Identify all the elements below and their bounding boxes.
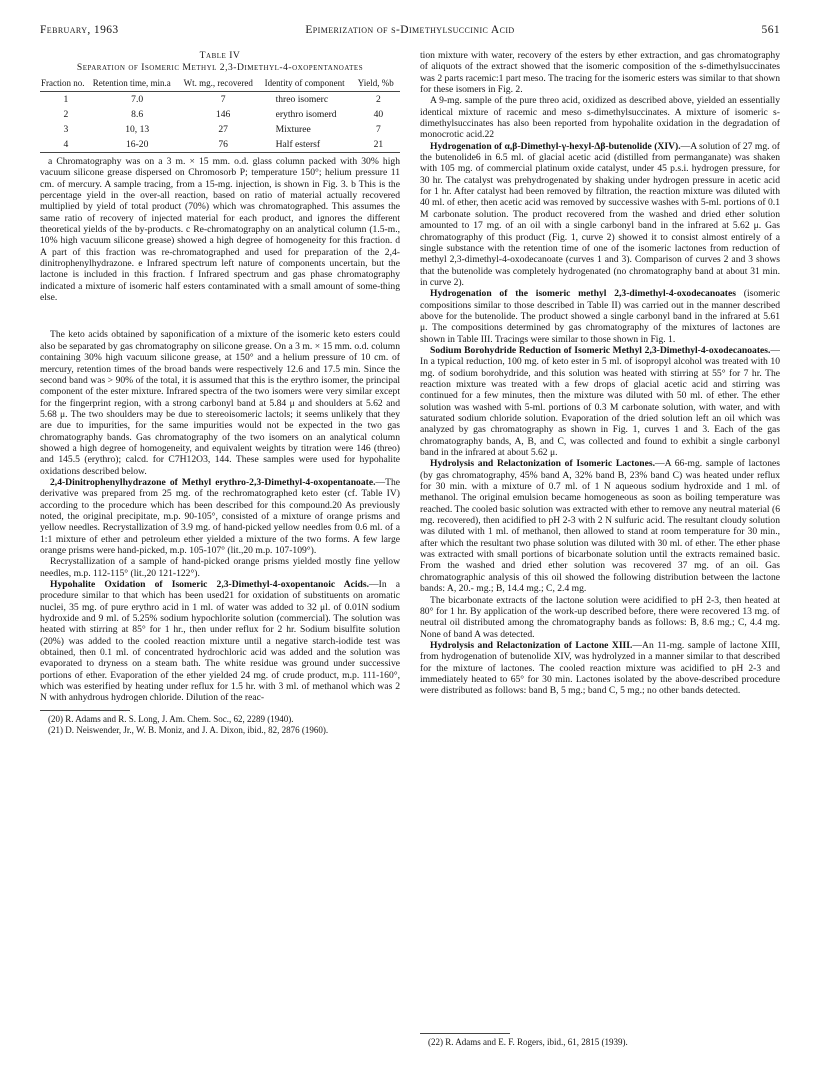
table-cell: 4 xyxy=(40,137,92,153)
table-cell: 7 xyxy=(375,124,381,135)
table-cell: 2 xyxy=(63,109,69,120)
table-cell: 7.0 xyxy=(131,94,144,105)
table-cell: threo isomerc xyxy=(275,94,329,105)
table-cell: 8.6 xyxy=(131,109,144,120)
body-paragraph: A 9-mg. sample of the pure threo acid, oxidized as described above, yielded an essentially identical mixture of racemic and meso s-dimethylsuccinates. A mixture of isomeric s-dimethylsuccinates has also been reported from hypohalite oxidation in the degradation of monocrotic acid.22 xyxy=(420,95,780,141)
table-row xyxy=(40,107,400,122)
right-footnote-block xyxy=(420,1027,780,1048)
table-cell: 3 xyxy=(63,124,69,135)
body-paragraph: Hydrolysis and Relactonization of Isomeric Lactones.—A 66-mg. sample of lactones (by gas chromatography, 45% band A, 32% band B, 23% band C) was heated under reflux for 30 min. with a mixture of 0.7 ml. of 1 N aqueous sodium hydroxide and 1 ml. of methanol. The original emulsion became homogeneous as soon as boiling temperature was reached. The cooled basic solution was extracted with ether to remove any neutral material (6 mg. recovered), then acidified to pH 2-3 with 2 N sulfuric acid. The resultant cloudy solution was diluted with 1 ml. of methanol, then allowed to stand at room temperature for 30 min., after which the resultant two phase solution was diluted with 30 ml. of ether. The ether phase was extracted with small portions of bicarbonate solution until the extracts remained basic. From the washed and dried ether solution was recovered 37 mg. of an oil. Gas chromatographic analysis of this oil showed the following distribution between the lactone bands: A, 20.- mg.; B, 14.4 mg.; C, 2.4 mg. xyxy=(420,458,780,595)
footnote: (22) R. Adams and E. F. Rogers, ibid., 61, 2815 (1939). xyxy=(428,1037,628,1048)
table-cell: 40 xyxy=(373,109,384,120)
table-cell: erythro isomerd xyxy=(275,109,337,120)
body-paragraph: Hypohalite Oxidation of Isomeric 2,3-Dimethyl-4-oxopentanoic Acids.—In a procedure similar to that which has been used21 for oxidation of substituents on aromatic nuclei, 35 mg. of pure erythro acid in 1 ml. of water was added to 32 μl. of 0.01N sodium hydroxide and 9 ml. of 5.25% sodium hypochlorite solution (commercial). The solution was heated with stirring at 85° for 1 hr., then under reflux for 2 hr. Sodium bisulfite solution (20%) was added to the cooled reaction mixture until a negative starch-iodide test was obtained, then 0.1 ml. of concentrated hydrochloric acid was added and the solution was evaporated to dryness on a steam bath. The white residue was ground under successive portions of ether. Evaporation of the ether yielded 24 mg. of crude product, m.p. 111-160°, which was esterified by heating under reflux for 1.5 hr. with 3 ml. of methanol which was 2 N with anhydrous hydrogen chloride. Dilution of the reac- xyxy=(40,579,400,704)
body-paragraph: Hydrolysis and Relactonization of Lactone XIII.—An 11-mg. sample of lactone XIII, from hydrogenation of butenolide XIV, was hydrolyzed in a manner similar to that described for the mixture of lactones. The cooled reaction mixture was acidified to pH 2-3 and immediately heated to 65° for 30 min. Lactones isolated by the above-described procedure were distributed as follows: band B, 5 mg.; band C, 5 mg.; no other bands detected. xyxy=(420,639,780,697)
section-heading: Sodium Borohydride Reduction of Isomeric Methyl 2,3-Dimethyl-4-oxodecanoates. xyxy=(430,344,771,356)
footnotes xyxy=(420,1037,780,1048)
body-paragraph: tion mixture with water, recovery of the esters by ether extraction, and gas chromatography of aliquots of the extract showed that the isomeric composition of the s-dimethylsuccinates was 2 parts racemic:1 part meso. The tracing for the isomeric esters was similar to that shown for these isomers in Fig. 2. xyxy=(420,50,780,96)
table-header-cell: Wt. mg., recovered xyxy=(183,78,264,92)
table-caption xyxy=(40,50,400,74)
section-heading: 2,4-Dinitrophenylhydrazone of Methyl erythro-2,3-Dimethyl-4-oxopentanoate. xyxy=(50,476,376,488)
table-row xyxy=(40,122,400,137)
table-cell: 146 xyxy=(215,109,231,120)
table-cell: 21 xyxy=(357,137,400,153)
body-paragraph: The keto acids obtained by saponification of a mixture of the isomeric keto esters could also be separated by gas chromatography on silicone grease. On a 3 m. × 15 mm. o.d. column containing 30% high vacuum silicone grease, at 150° and a helium pressure of 10 cm. of mercury, retention times of the broad bands were respectively 12.6 and 17.5 min. Since the second band was > 90% of the total, it is assumed that this is the erythro isomer, the principal component of the ester mixture. Infrared spectra of the two isomers were very similar except for the fingerprint region, with a strong carbonyl band at 5.84 μ and shoulders at 5.62 and 5.68 μ. The two shoulders may be due to stereoisomeric lactols; it seems unlikely that they are due to impurities, for the same impurities would not be expected in the two gas chromatography bands. Gas chromatography of the two isomers on an analytical column showed a high degree of homogeneity, and equivalent weights by titration were 146 (threo) and 145.5 (erythro); calcd. for C7H12O3, 144. These samples were used for hypohalite oxidations described below. xyxy=(40,329,400,477)
body-paragraph: Hydrogenation of α,β-Dimethyl-γ-hexyl-Δβ-butenolide (XIV).—A solution of 27 mg. of the butenolide6 in 6.5 ml. of glacial acetic acid (distilled from permanganate) was shaken with 105 mg. of commercial platinum oxide catalyst, under 45 p.s.i. hydrogen pressure, for 30 hr. The catalyst was prehydrogenated by shaking under hydrogen pressure in acetic acid for 1 hr. After catalyst had been removed by filtration, the reaction mixture was diluted with 40 ml. of ether, then acetic acid was removed by successive washes with 5-ml. portions of 0.1 M carbonate solution. The product recovered from the washed and dried ether solution amounted to 17 mg. of an oil with a single carbonyl band in the infrared at 5.62 μ. Gas chromatography of this product (Fig. 1, curve 2) showed it to consist almost entirely of a single substance with the retention time of one of the isomeric lactones from reduction of methyl 2,3-dimethyl-4-oxodecanoate (curves 1 and 3). Comparison of curves 2 and 3 shows that the butenolide was completely hydrogenated (no chromatography band at about 31 min. in curve 2). xyxy=(420,140,780,288)
table-cell: 7 xyxy=(220,94,226,105)
body-paragraph: Recrystallization of a sample of hand-picked orange prisms yielded mostly fine yellow needles, m.p. 112-115° (lit.,20 121-122°). xyxy=(40,556,400,579)
table-header-cell: Identity of component xyxy=(264,78,357,92)
right-column xyxy=(420,50,780,1050)
table-cell: 76 xyxy=(183,137,264,153)
table-row xyxy=(40,137,400,153)
section-heading: Hypohalite Oxidation of Isomeric 2,3-Dimethyl-4-oxopentanoic Acids. xyxy=(50,579,370,591)
running-title: Epimerization of s-Dimethylsuccinic Acid xyxy=(305,24,515,36)
section-heading: Hydrolysis and Relactonization of Lactone XIII. xyxy=(430,639,633,651)
table-cell: 16-20 xyxy=(92,137,183,153)
body-paragraph: Hydrogenation of the isomeric methyl 2,3-dimethyl-4-oxodecanoates (isomeric compositions similar to those described in Table II) was carried out in the manner described above for the butenolide. The product showed a single carbonyl band in the infrared at 5.61 μ. The compositions determined by gas chromatography of the mixtures of lactones are shown in Table III. Tracings were similar to those shown in Fig. 1. xyxy=(420,288,780,345)
section-heading: Hydrolysis and Relactonization of Isomeric Lactones. xyxy=(430,458,656,470)
table-title: Separation of Isomeric Methyl 2,3-Dimethyl-4-oxopentanoates xyxy=(76,62,364,73)
table-notes xyxy=(40,156,400,303)
section-heading: Hydrogenation of the isomeric methyl 2,3-dimethyl-4-oxodecanoates xyxy=(430,288,736,300)
table-cell: 27 xyxy=(218,124,228,135)
table-footnotes: a Chromatography was on a 3 m. × 15 mm. o.d. glass column packed with 30% high vacuum silicone grease dispersed on Chromosorb P; temperature 150°; helium pressure 11 cm. of mercury. A sample tracing, from a 15-mg. injection, is shown in Fig. 3. b This is the percentage yield in the over-all reaction, based on ratio of material actually recovered multiplied by yield of total product (70%) which was chromatographed. This assumes the same ratio of recovery of injected material for each product, and ignores the different theoretical yields of the by-products. c Re-chromatography on an analytical column (1.5-m., 10% high vacuum silicone grease) showed a high degree of homogeneity for this fraction. d A part of this fraction was re-chromatographed and used for preparation of the 2,4-dinitrophenylhydrazone. e Infrared spectrum left nature of components uncertain, but the lactone is included in this fraction. f Infrared spectrum and gas phase chromatography indicated a mixture of isomeric half esters contaminated with a small amount of some-thing else. xyxy=(40,156,400,304)
table-header-cell: Yield, %b xyxy=(357,78,400,92)
running-header xyxy=(40,24,780,42)
footnote-rule xyxy=(40,710,130,711)
footnote-rule xyxy=(420,1033,510,1034)
table-cell: 2 xyxy=(375,94,381,105)
separation-table xyxy=(40,78,400,153)
table-cell: Half estersf xyxy=(264,137,357,153)
table-cell: 1 xyxy=(63,94,69,105)
footnotes xyxy=(40,714,400,736)
left-column xyxy=(40,50,400,1050)
body-paragraph: 2,4-Dinitrophenylhydrazone of Methyl erythro-2,3-Dimethyl-4-oxopentanoate.—The derivative was prepared from 25 mg. of the rechromatographed keto ester (cf. Table IV) according to the procedure which has been described for this compound.20 As previously noted, the original precipitate, m.p. 90-105°, consisted of a mixture of orange prisms and yellow needles. Recrystallization of 3.9 mg. of hand-picked yellow needles from 0.6 ml. of a 1:1 mixture of ether and petroleum ether yielded a mixture of the two forms. A few large orange prisms were hand-picked, m.p. 105-107° (lit.,20 m.p. 107-109°). xyxy=(40,476,400,556)
table-header-cell: Fraction no. xyxy=(40,78,92,92)
section-heading: Hydrogenation of α,β-Dimethyl-γ-hexyl-Δβ-butenolide (XIV). xyxy=(430,140,681,152)
table-header-cell: Retention time, min.a xyxy=(92,78,183,92)
body-paragraph: The bicarbonate extracts of the lactone solution were acidified to pH 2-3, then heated at 80° for 1 hr. By application of the work-up described before, there were recovered 13 mg. of neutral oil distributed among the chromatography bands as follows: B, 8.6 mg.; C, 4.4 mg. None of band A was detected. xyxy=(420,594,780,640)
page-number: 561 xyxy=(761,24,780,36)
footnote: (20) R. Adams and R. S. Long, J. Am. Chem. Soc., 62, 2289 (1940). xyxy=(48,713,294,724)
table-header-row xyxy=(40,78,400,92)
table-row xyxy=(40,92,400,108)
journal-date: February, 1963 xyxy=(40,24,119,36)
body-paragraph: Sodium Borohydride Reduction of Isomeric Methyl 2,3-Dimethyl-4-oxodecanoates.—In a typical reduction, 100 mg. of keto ester in 5 ml. of isopropyl alcohol was treated with 10 mg. of sodium borohydride, and this solution was heated with stirring at 55° for 7 hr. The reaction mixture was treated with a few drops of glacial acetic acid and stirring was continued for a few minutes, then the mixture was diluted with 50 ml. of ether. The ether solution was washed with 5-ml. portions of 0.3 M carbonate solution, with water, and with saturated sodium chloride solution. Evaporation of the dried solution left an oil which was analyzed by gas chromatography as shown in Fig. 1, curves 1 and 3. Each of the gas chromatography bands, A, B, and C, was collected and found to exhibit a single carbonyl band in the infrared at about 5.62 μ. xyxy=(420,344,780,459)
table-cell: 10, 13 xyxy=(125,124,150,135)
table-cell: Mixturee xyxy=(275,124,311,135)
table-label: Table IV xyxy=(199,50,241,61)
footnote: (21) D. Neiswender, Jr., W. B. Moniz, and J. A. Dixon, ibid., 82, 2876 (1960). xyxy=(48,724,329,735)
